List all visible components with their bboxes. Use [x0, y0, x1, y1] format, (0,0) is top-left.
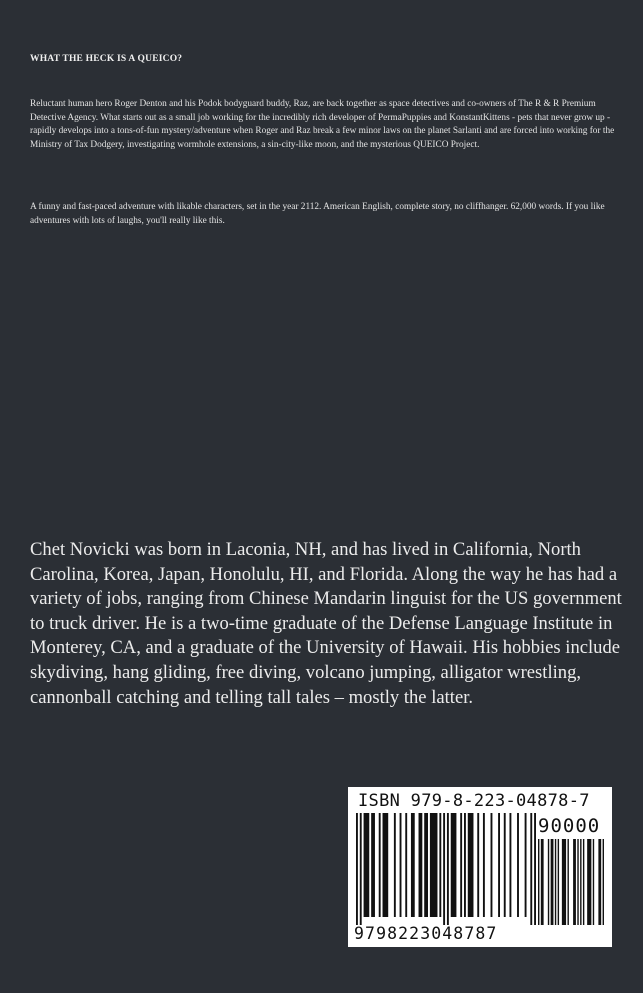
barcode-bar [477, 813, 479, 917]
barcode-bar [548, 839, 549, 925]
barcode-bar [491, 813, 493, 917]
barcode-bar [451, 813, 457, 917]
barcode-bar [379, 813, 381, 917]
barcode-bar [464, 813, 466, 917]
barcode-bar [443, 813, 445, 925]
barcode-bar [364, 813, 370, 917]
barcode-bar [360, 813, 362, 925]
barcode-bar [541, 839, 544, 925]
barcode-bar [558, 839, 559, 925]
isbn-barcode [348, 787, 612, 947]
barcode-bar [400, 813, 402, 917]
barcode-bar [504, 813, 506, 917]
barcode-bar [460, 813, 462, 917]
author-bio: Chet Novicki was born in Laconia, NH, and has lived in California, North Carolina, Korea, Japan, Honolulu, HI, and Florida. Along the way he has had a variety of jobs, ranging from Chinese Mandarin linguist for the US government to truck driver. He is a two-time graduate of the Defense Language Institute in Monterey, CA, and a graduate of the University of Hawaii. His hobbies include skydiving, hang gliding, free diving, volcano jumping, alligator wrestling, cannonball catching and telling tall tales – mostly the latter. [30, 539, 622, 708]
barcode-bar [587, 839, 591, 925]
barcode-bar [583, 839, 584, 925]
barcode-bar [383, 813, 389, 917]
barcode-bar [509, 813, 511, 917]
blurb-paragraph: A funny and fast-paced adventure with likable characters, set in the year 2112. American English, complete story, no cliffhanger. 62,000 words. If you like adventures with lots of laughs, you'll really like this. [30, 202, 605, 226]
barcode-bar [424, 813, 428, 917]
barcode-bar [498, 813, 500, 917]
barcode-bar [394, 813, 396, 917]
barcode-bar [439, 813, 441, 917]
blurb-heading: WHAT THE HECK IS A QUEICO? [30, 54, 183, 64]
barcode-bar [447, 813, 449, 925]
barcode-bar [419, 813, 423, 917]
ean13-bars [356, 813, 536, 925]
isbn-digits: 9798223048787 [354, 924, 498, 943]
barcode-bar [430, 813, 438, 917]
blurb-paragraph: Reluctant human hero Roger Denton and his Podok bodyguard buddy, Raz, are back together as space detectives and co-owners of The R & R Premium Detective Agency. What starts out as a small job working for the incredibly rich developer of PermaPuppies and KonstantKittens - pets that never grow up - rapidly develops into a tons-of-fun mystery/adventure when Roger and Raz break a few minor laws on the planet Sarlanti and are forced into working for the Ministry of Tax Dodgery, investigating wormhole extensions, a sin-city-like moon, and the mysterious QUEICO Project. [30, 99, 615, 150]
barcode-bar [580, 839, 581, 925]
price-addon-bars [538, 839, 604, 925]
barcode-bar [562, 839, 566, 925]
barcode-bar [411, 813, 415, 917]
barcode-bar [598, 839, 601, 925]
barcode-bar [567, 839, 568, 925]
barcode-bar [603, 839, 604, 925]
barcode-bar [593, 839, 594, 925]
barcode-bar [525, 813, 527, 917]
barcode-bar [577, 839, 578, 925]
barcode-bar [405, 813, 407, 917]
barcode-bar [483, 813, 485, 917]
barcode-bar [371, 813, 375, 917]
barcode-bar [551, 839, 554, 925]
barcode-bar [555, 839, 556, 925]
barcode-bar [517, 813, 519, 917]
barcode-bar [356, 813, 358, 925]
barcode-bar [530, 813, 532, 925]
barcode-bar [534, 813, 536, 925]
price-code: 90000 [538, 815, 601, 837]
barcode-bar [468, 813, 474, 917]
barcode-bar [573, 839, 576, 925]
isbn-label: ISBN 979-8-223-04878-7 [358, 791, 590, 811]
barcode-bar [538, 839, 539, 925]
